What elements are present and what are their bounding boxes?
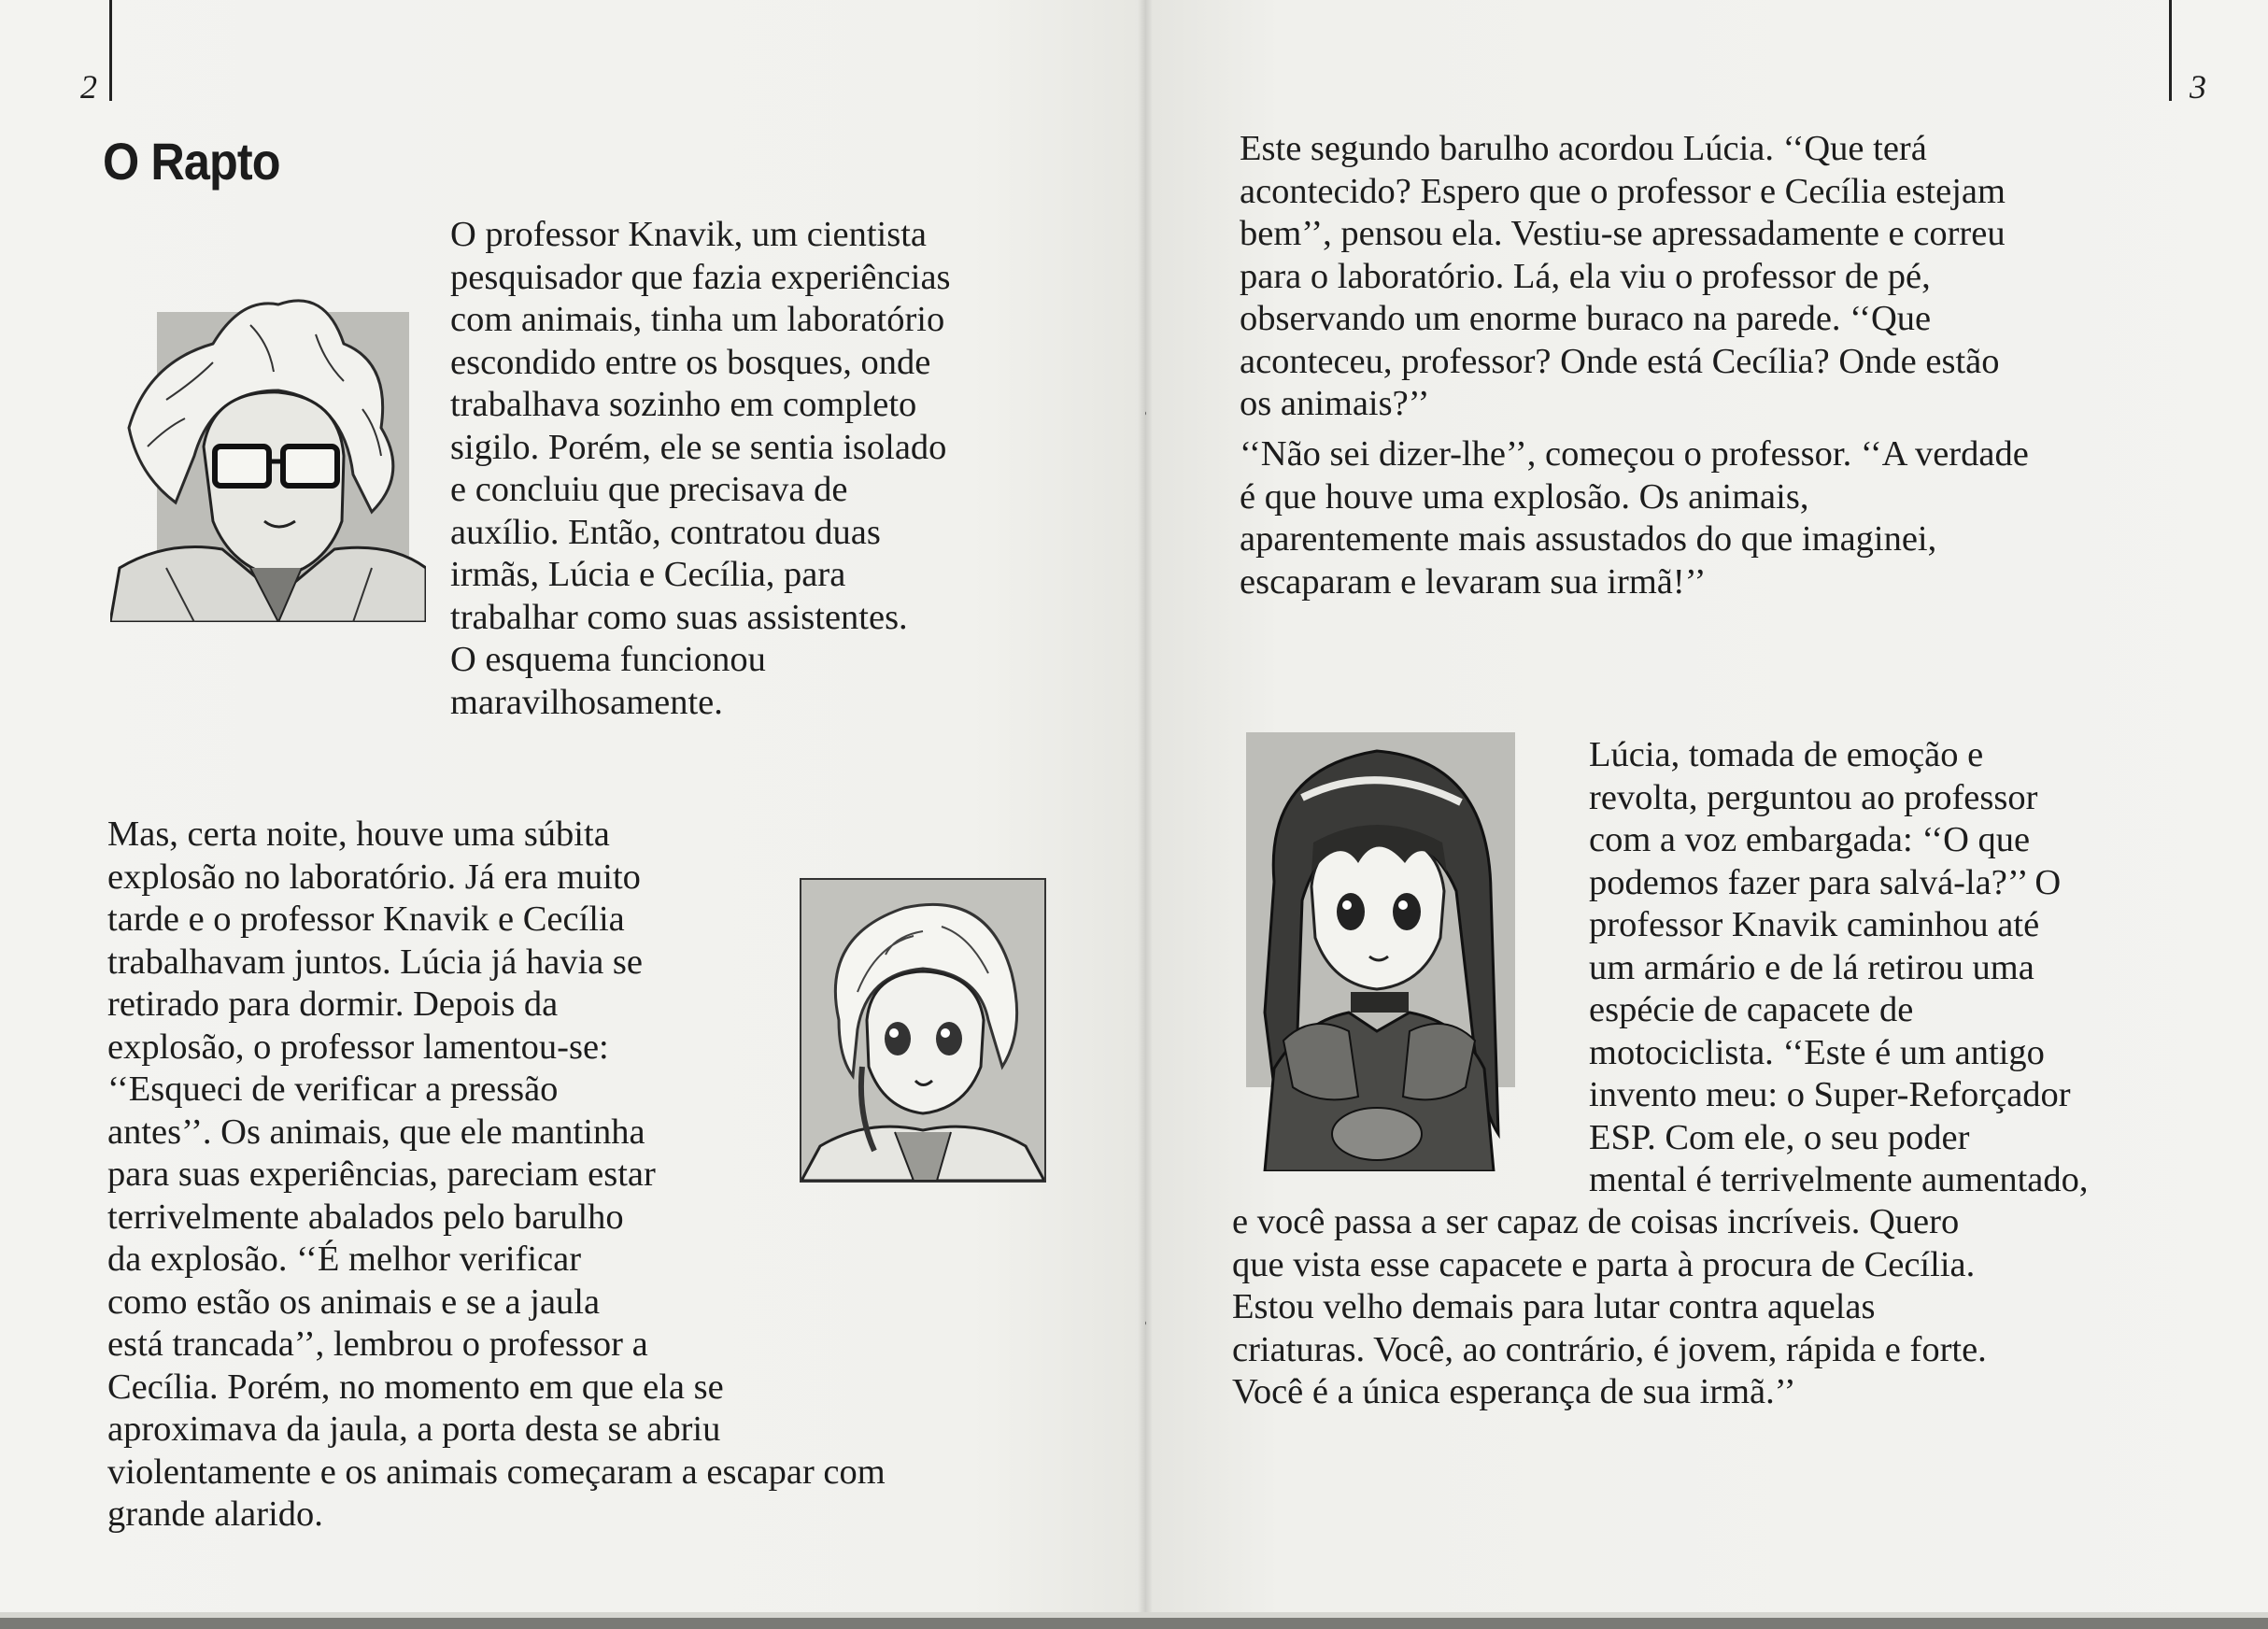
page-rule-right: [2169, 0, 2172, 101]
text-line: os animais?’’: [1240, 384, 1430, 423]
text-line: pesquisador que fazia experiências: [450, 257, 951, 297]
text-line: observando um enorme buraco na parede. ‘‘Que: [1240, 299, 1932, 338]
text-line: aproximava da jaula, a porta desta se abriu: [107, 1409, 721, 1449]
page-title: O Rapto: [103, 132, 280, 191]
page-number-left: 2: [80, 68, 97, 106]
text-line: invento meu: o Super-Reforçador: [1589, 1075, 2071, 1114]
text-line: Mas, certa noite, houve uma súbita: [107, 814, 610, 854]
professor-reply-paragraph: [1240, 433, 2029, 603]
text-line: grande alarido.: [107, 1494, 323, 1534]
text-line: com a voz embargada: ‘‘O que: [1589, 820, 2031, 859]
text-line: O professor Knavik, um cientista: [450, 215, 928, 254]
text-line: terrivelmente abalados pelo barulho: [107, 1197, 624, 1237]
text-line: e concluiu que precisava de: [450, 470, 848, 509]
text-line: mental é terrivelmente aumentado,: [1589, 1160, 2089, 1199]
text-line: violentamente e os animais começaram a escapar com: [107, 1452, 886, 1492]
text-line: maravilhosamente.: [450, 682, 723, 722]
text-line: O esquema funcionou: [450, 640, 766, 679]
text-line: bem’’, pensou ela. Vestiu-se apressadamente e correu: [1240, 214, 2006, 253]
text-line: espécie de capacete de: [1589, 990, 1914, 1029]
explosion-paragraph: [107, 814, 886, 1537]
text-line: com animais, tinha um laboratório: [450, 300, 945, 339]
lucia-asks-paragraph: [1589, 734, 2089, 1202]
text-line: ‘‘Esqueci de verificar a pressão: [107, 1069, 559, 1109]
text-line: podemos fazer para salvá-la?’’ O: [1589, 862, 2062, 902]
text-line: e você passa a ser capaz de coisas incríveis. Quero: [1232, 1202, 1960, 1241]
text-line: criaturas. Você, ao contrário, é jovem, rápida e forte.: [1232, 1329, 1987, 1369]
text-line: está trancada’’, lembrou o professor a: [107, 1324, 648, 1364]
page-rule-left: [109, 0, 112, 101]
text-line: sigilo. Porém, ele se sentia isolado: [450, 427, 947, 467]
text-line: Lúcia, tomada de emoção e: [1589, 735, 1984, 774]
professor-knavik-illustration: [110, 288, 426, 622]
text-line: aconteceu, professor? Onde está Cecília? Onde estão: [1240, 341, 2000, 381]
text-line: Você é a única esperança de sua irmã.’’: [1232, 1372, 1796, 1411]
text-line: escaparam e levaram sua irmã!’’: [1240, 561, 1707, 602]
text-line: como estão os animais e se a jaula: [107, 1282, 601, 1322]
text-line: irmãs, Lúcia e Cecília, para: [450, 555, 846, 594]
text-line: antes’’. Os animais, que ele mantinha: [107, 1112, 645, 1152]
text-line: trabalhavam juntos. Lúcia já havia se: [107, 942, 644, 982]
text-line: aparentemente mais assustados do que imaginei,: [1240, 519, 1937, 559]
text-line: acontecido? Espero que o professor e Cecília estejam: [1240, 171, 2006, 211]
text-line: que vista esse capacete e parta à procura de Cecília.: [1232, 1244, 1976, 1284]
text-line: trabalhar como suas assistentes.: [450, 597, 908, 637]
text-line: é que houve uma explosão. Os animais,: [1240, 476, 1809, 517]
text-line: motociclista. ‘‘Este é um antigo: [1589, 1032, 2045, 1072]
text-line: um armário e de lá retirou uma: [1589, 947, 2034, 987]
text-line: Este segundo barulho acordou Lúcia. ‘‘Que terá: [1240, 129, 1927, 168]
text-line: retirado para dormir. Depois da: [107, 984, 559, 1024]
text-line: explosão no laboratório. Já era muito: [107, 857, 641, 897]
page-number-right: 3: [2190, 68, 2206, 106]
text-line: auxílio. Então, contratou duas: [450, 512, 881, 552]
text-line: ‘‘Não sei dizer-lhe’’, começou o professor. ‘‘A verdade: [1240, 434, 2029, 474]
text-line: explosão, o professor lamentou-se:: [107, 1027, 609, 1067]
book-gutter: [1138, 0, 1153, 1629]
text-line: para o laboratório. Lá, ela viu o professor de pé,: [1240, 256, 1931, 296]
lucia-asks-paragraph-continued: [1232, 1201, 1987, 1414]
text-line: da explosão. ‘‘É melhor verificar: [107, 1239, 582, 1279]
text-line: ESP. Com ele, o seu poder: [1589, 1117, 1970, 1157]
text-line: Estou velho demais para lutar contra aquelas: [1232, 1287, 1876, 1326]
text-line: tarde e o professor Knavik e Cecília: [107, 899, 625, 939]
page-bottom-edge: [0, 1618, 2268, 1629]
intro-paragraph: [450, 214, 951, 724]
lucia-illustration: [1246, 732, 1515, 1171]
text-line: escondido entre os bosques, onde: [450, 342, 931, 382]
right-page: [1145, 0, 2268, 1629]
lucia-wakes-paragraph: [1240, 128, 2006, 426]
text-line: professor Knavik caminhou até: [1589, 905, 2040, 944]
text-line: para suas experiências, pareciam estar: [107, 1154, 656, 1194]
text-line: revolta, perguntou ao professor: [1589, 777, 2038, 817]
text-line: Cecília. Porém, no momento em que ela se: [107, 1367, 724, 1407]
text-line: trabalhava sozinho em completo: [450, 385, 917, 424]
